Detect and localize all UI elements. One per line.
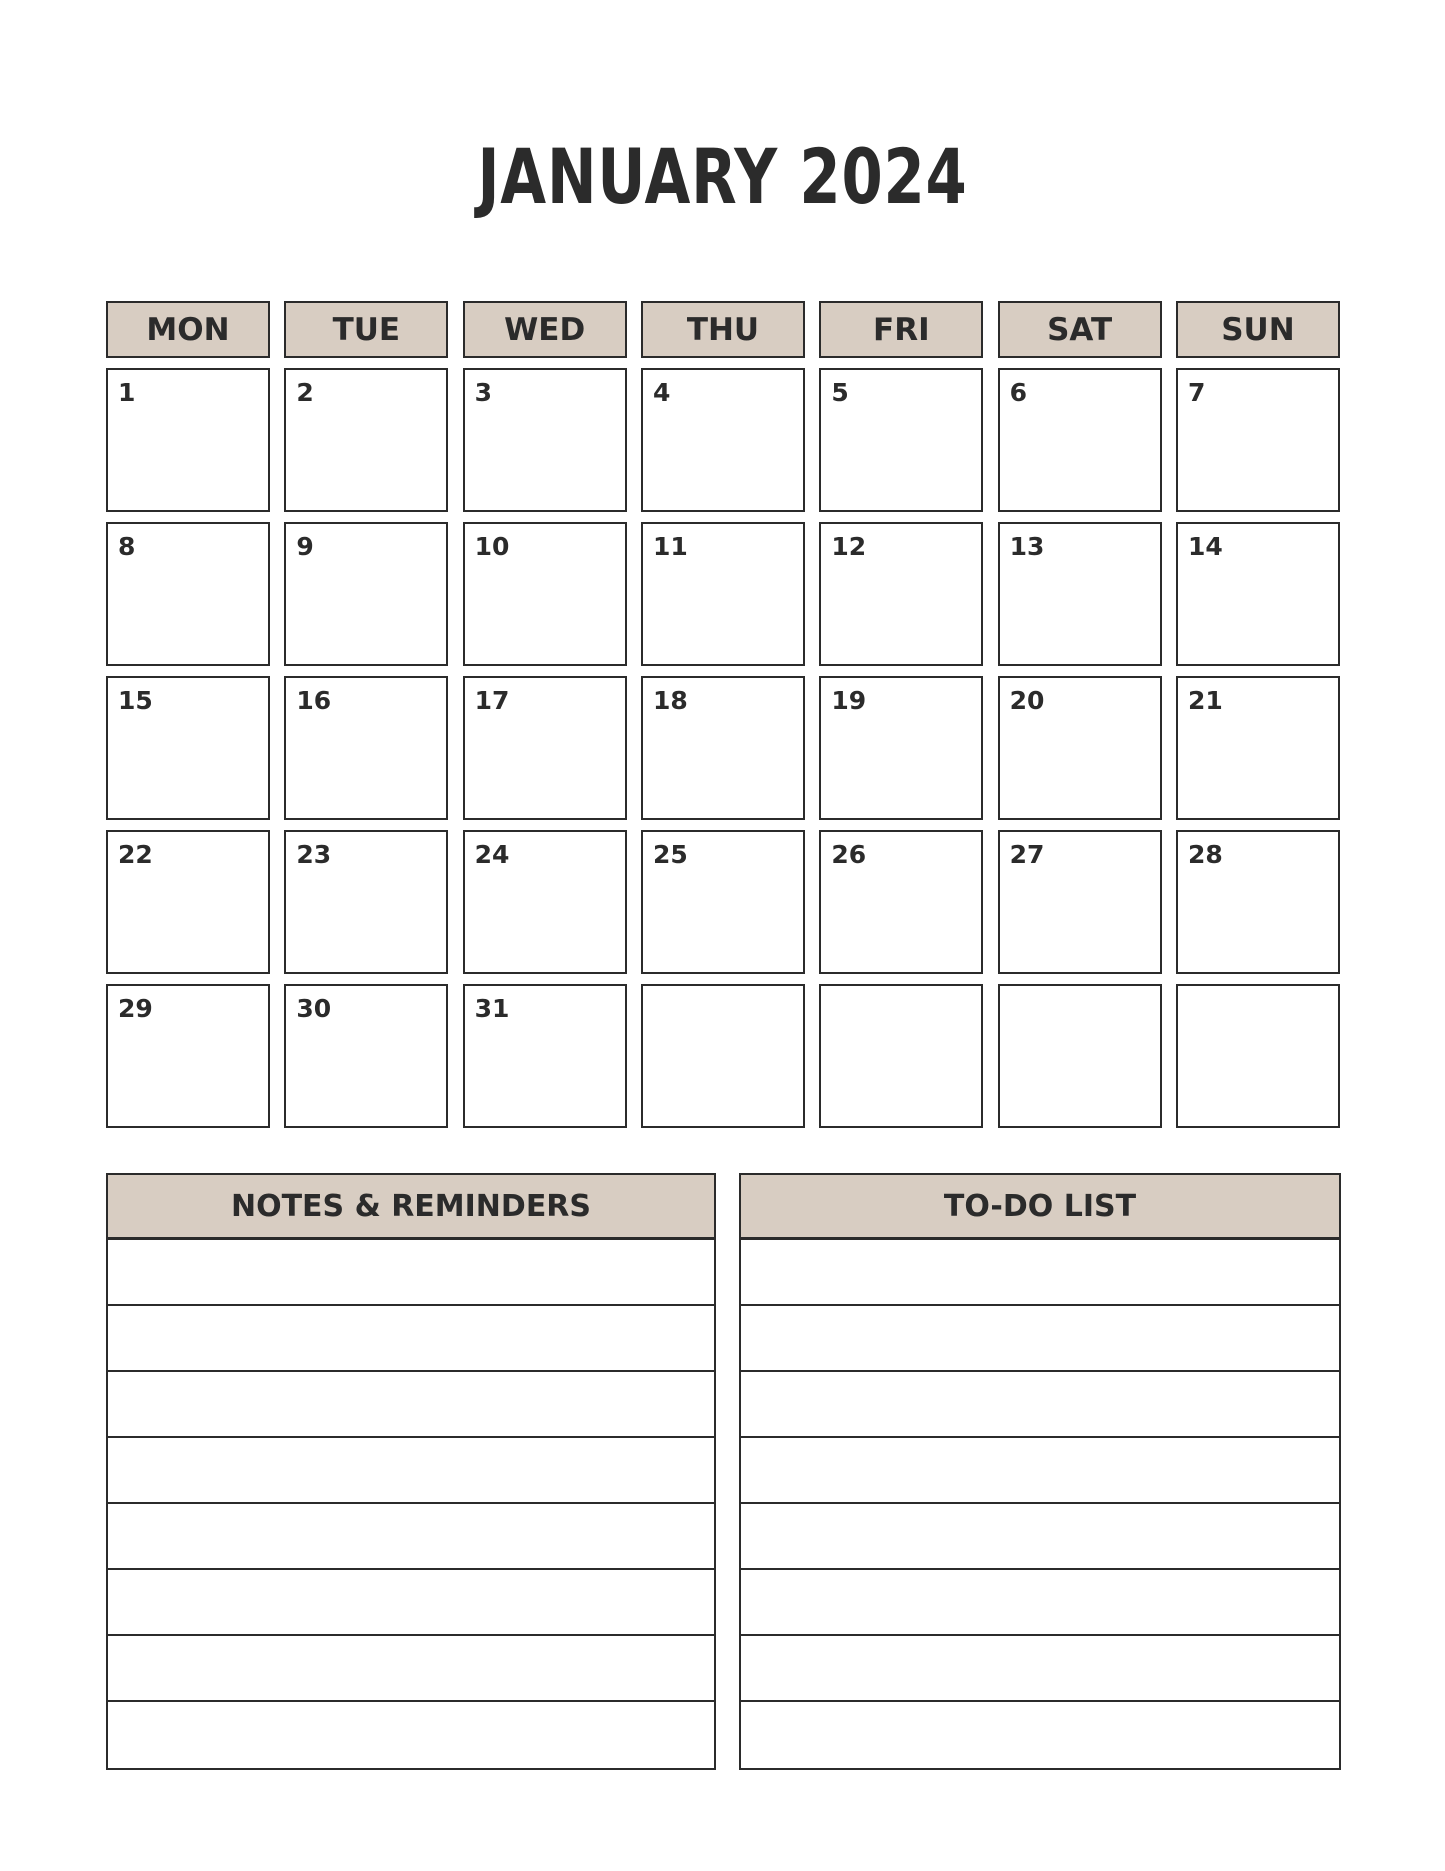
day-cell[interactable] — [463, 984, 627, 1128]
day-cell[interactable] — [463, 830, 627, 974]
day-number: 10 — [474, 532, 510, 561]
todo-line[interactable] — [741, 1306, 1339, 1372]
day-cell[interactable] — [463, 522, 627, 666]
week-row — [106, 676, 1340, 820]
day-number: 23 — [296, 840, 332, 869]
day-number: 7 — [1187, 378, 1206, 407]
day-number: 2 — [296, 378, 314, 407]
notes-panel-title: NOTES & REMINDERS — [108, 1175, 714, 1240]
notes-line[interactable] — [108, 1306, 714, 1372]
day-number: 21 — [1187, 686, 1223, 715]
day-number: 30 — [296, 994, 332, 1023]
weekday-header-tue: TUE — [284, 301, 448, 358]
day-number: 15 — [118, 686, 153, 715]
weekday-header-row — [106, 301, 1340, 358]
day-cell[interactable] — [1176, 368, 1340, 512]
day-number: 28 — [1187, 840, 1223, 869]
day-cell[interactable] — [106, 984, 270, 1128]
todo-panel-title: TO-DO LIST — [741, 1175, 1339, 1240]
calendar-weeks — [106, 368, 1340, 1128]
notes-line[interactable] — [108, 1570, 714, 1636]
day-number: 14 — [1187, 532, 1223, 561]
day-cell[interactable] — [284, 368, 448, 512]
day-cell[interactable] — [1176, 984, 1340, 1128]
day-cell[interactable] — [998, 830, 1162, 974]
day-number: 9 — [296, 532, 314, 561]
day-cell[interactable] — [819, 368, 983, 512]
day-number: 4 — [652, 378, 671, 407]
day-cell[interactable] — [998, 984, 1162, 1128]
day-cell[interactable] — [641, 676, 805, 820]
day-number: 1 — [118, 378, 136, 407]
day-cell[interactable] — [819, 830, 983, 974]
todo-line[interactable] — [741, 1240, 1339, 1306]
day-cell[interactable] — [819, 522, 983, 666]
day-number: 3 — [474, 378, 493, 407]
day-cell[interactable] — [284, 676, 448, 820]
week-row — [106, 984, 1340, 1128]
notes-line[interactable] — [108, 1702, 714, 1768]
day-number: 19 — [831, 686, 867, 715]
day-cell[interactable] — [284, 830, 448, 974]
day-number: 17 — [474, 686, 510, 715]
day-cell[interactable] — [106, 522, 270, 666]
day-cell[interactable] — [284, 984, 448, 1128]
day-cell[interactable] — [641, 522, 805, 666]
todo-line[interactable] — [741, 1504, 1339, 1570]
day-number: 25 — [652, 840, 688, 869]
notes-line[interactable] — [108, 1504, 714, 1570]
day-number: 26 — [831, 840, 867, 869]
notes-lines — [108, 1240, 714, 1768]
page-title: JANUARY 2024 — [477, 132, 968, 221]
day-number: 8 — [118, 532, 136, 561]
day-cell[interactable] — [106, 368, 270, 512]
day-cell[interactable] — [819, 676, 983, 820]
day-number: 27 — [1009, 840, 1045, 869]
todo-line[interactable] — [741, 1636, 1339, 1702]
day-number: 24 — [474, 840, 510, 869]
day-cell[interactable] — [641, 830, 805, 974]
notes-line[interactable] — [108, 1372, 714, 1438]
day-number: 12 — [831, 532, 867, 561]
notes-panel — [106, 1173, 716, 1770]
day-number: 20 — [1009, 686, 1045, 715]
day-number: 18 — [652, 686, 688, 715]
weekday-header-sun: SUN — [1176, 301, 1340, 358]
notes-line[interactable] — [108, 1240, 714, 1306]
day-number: 22 — [118, 840, 153, 869]
day-cell[interactable] — [106, 676, 270, 820]
day-cell[interactable] — [641, 368, 805, 512]
day-number: 16 — [296, 686, 332, 715]
calendar-grid — [106, 301, 1340, 1138]
todo-line[interactable] — [741, 1438, 1339, 1504]
notes-line[interactable] — [108, 1636, 714, 1702]
day-number: 6 — [1009, 378, 1028, 407]
todo-lines — [741, 1240, 1339, 1768]
weekday-header-sat: SAT — [998, 301, 1162, 358]
week-row — [106, 522, 1340, 666]
todo-line[interactable] — [741, 1372, 1339, 1438]
day-number: 29 — [118, 994, 153, 1023]
weekday-header-fri: FRI — [819, 301, 983, 358]
week-row — [106, 368, 1340, 512]
day-cell[interactable] — [106, 830, 270, 974]
day-cell[interactable] — [1176, 830, 1340, 974]
day-cell[interactable] — [998, 368, 1162, 512]
day-cell[interactable] — [284, 522, 448, 666]
day-cell[interactable] — [641, 984, 805, 1128]
day-cell[interactable] — [998, 676, 1162, 820]
day-cell[interactable] — [463, 368, 627, 512]
weekday-header-thu: THU — [641, 301, 805, 358]
todo-panel — [739, 1173, 1341, 1770]
day-number: 5 — [831, 378, 849, 407]
todo-line[interactable] — [741, 1570, 1339, 1636]
day-number: 31 — [474, 994, 510, 1023]
day-number: 13 — [1009, 532, 1045, 561]
weekday-header-mon: MON — [106, 301, 270, 358]
weekday-header-wed: WED — [463, 301, 627, 358]
day-cell[interactable] — [1176, 676, 1340, 820]
notes-line[interactable] — [108, 1438, 714, 1504]
day-cell[interactable] — [998, 522, 1162, 666]
day-cell[interactable] — [819, 984, 983, 1128]
todo-line[interactable] — [741, 1702, 1339, 1768]
week-row — [106, 830, 1340, 974]
day-number: 11 — [652, 532, 688, 561]
day-cell[interactable] — [1176, 522, 1340, 666]
day-cell[interactable] — [463, 676, 627, 820]
